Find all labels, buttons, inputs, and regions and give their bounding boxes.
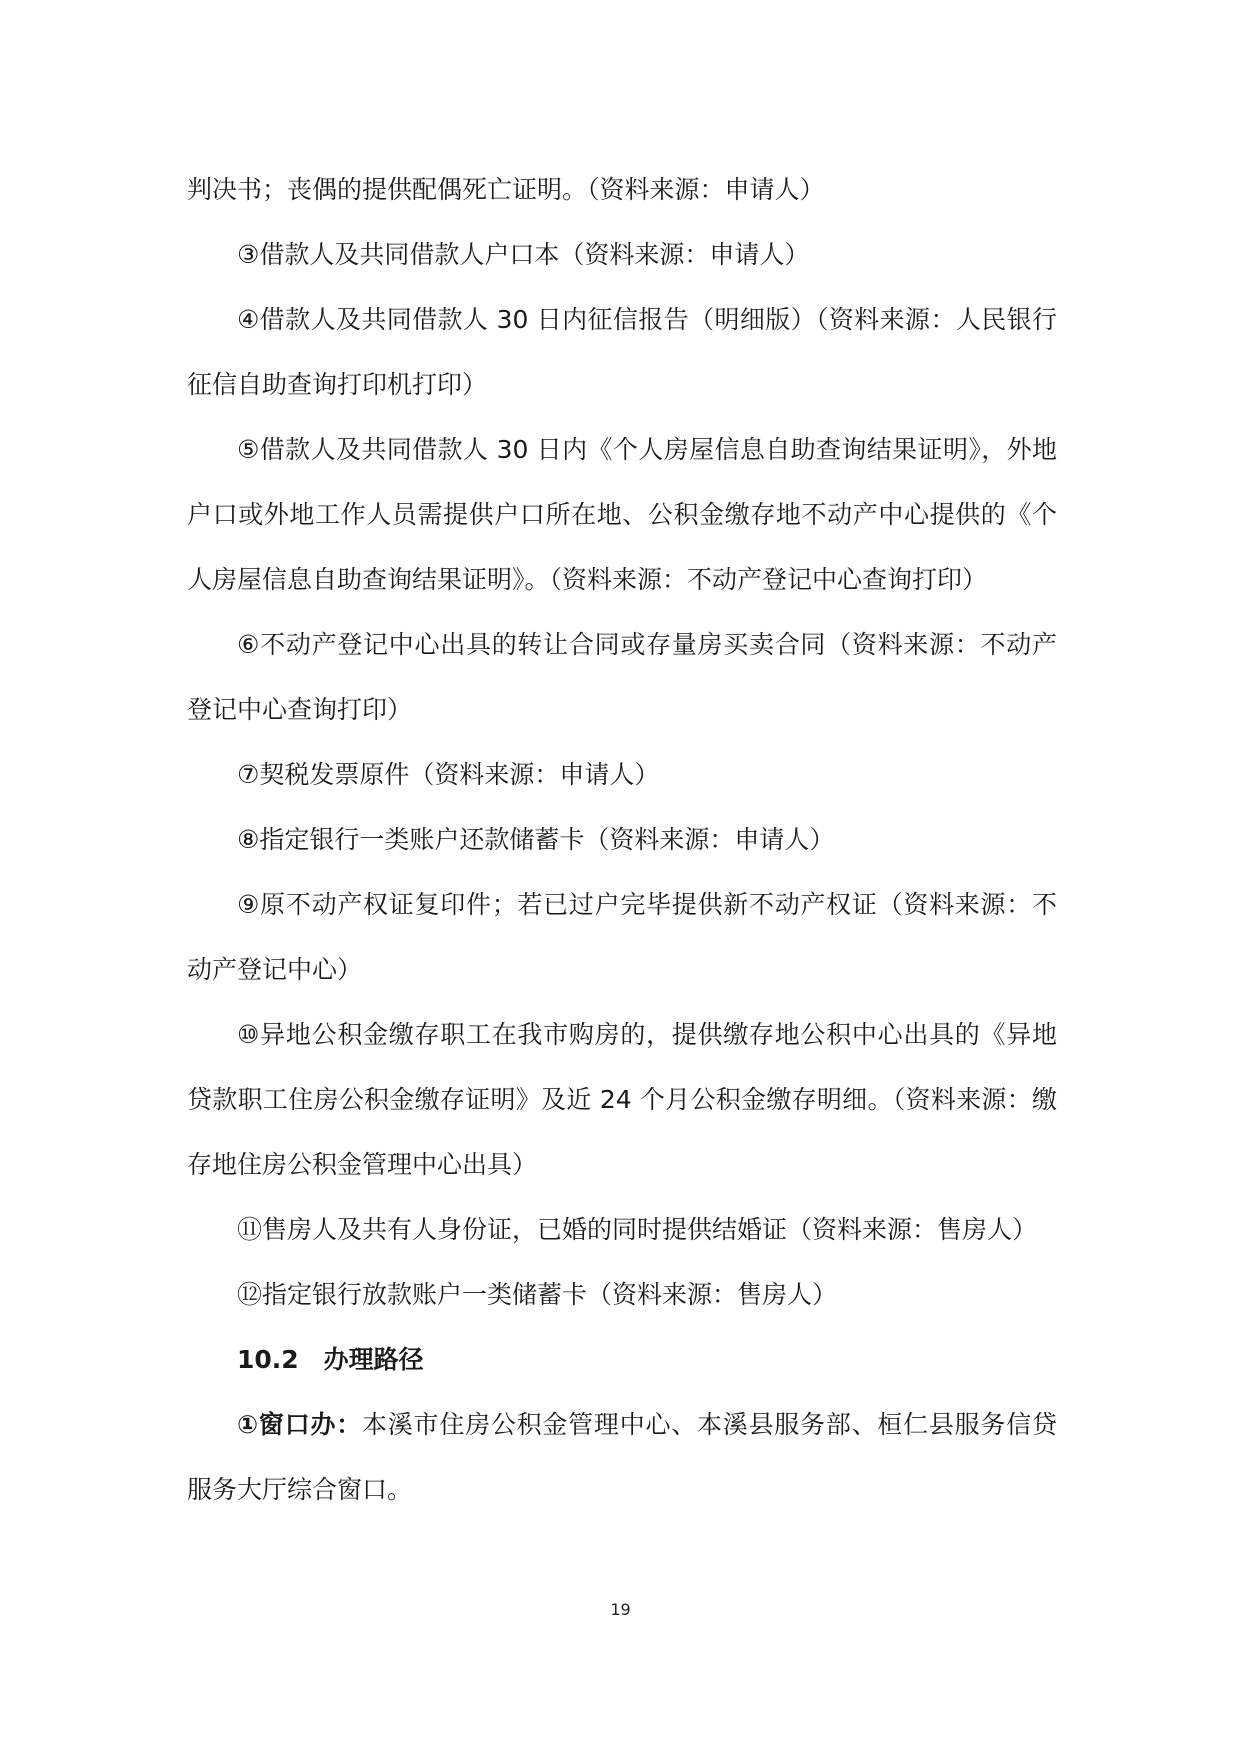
list-item-5: ⑤借款人及共同借款人 30 日内《个人房屋信息自助查询结果证明》，外地户口或外地工作人员需提供户口所在地、公积金缴存地不动产中心提供的《个人房屋信息自助查询结果证明》。（资料来源：不动产登记中心查询打印） — [187, 435, 1057, 594]
path-item-1 — [187, 1392, 1057, 1522]
section-heading: 10.2 办理路径 — [237, 1345, 424, 1374]
list-item-9: ⑨原不动产权证复印件；若已过户完毕提供新不动产权证（资料来源：不动产登记中心） — [187, 890, 1057, 984]
page-number: 19 — [610, 1600, 631, 1619]
path-item-1-label: ①窗口办： — [237, 1410, 363, 1439]
list-item-8: ⑧指定银行一类账户还款储蓄卡（资料来源：申请人） — [237, 825, 835, 854]
paragraph-continued: 判决书；丧偶的提供配偶死亡证明。（资料来源：申请人） — [187, 175, 825, 204]
list-item-6: ⑥不动产登记中心出具的转让合同或存量房买卖合同（资料来源：不动产登记中心查询打印） — [187, 630, 1057, 724]
page-content — [187, 157, 1057, 1522]
list-item-3: ③借款人及共同借款人户口本（资料来源：申请人） — [237, 240, 810, 269]
list-item-7: ⑦契税发票原件（资料来源：申请人） — [237, 760, 660, 789]
list-item-4: ④借款人及共同借款人 30 日内征信报告（明细版）（资料来源：人民银行征信自助查询打印机打印） — [187, 305, 1057, 399]
list-item-11: ⑪售房人及共有人身份证，已婚的同时提供结婚证（资料来源：售房人） — [237, 1215, 1038, 1244]
path-item-1-text: 本溪市住房公积金管理中心、本溪县服务部、桓仁县服务信贷服务大厅综合窗口。 — [187, 1410, 1057, 1504]
list-item-12: ⑫指定银行放款账户一类储蓄卡（资料来源：售房人） — [237, 1280, 838, 1309]
list-item-10: ⑩异地公积金缴存职工在我市购房的，提供缴存地公积中心出具的《异地贷款职工住房公积金缴存证明》及近 24 个月公积金缴存明细。（资料来源：缴存地住房公积金管理中心出具） — [187, 1020, 1057, 1179]
